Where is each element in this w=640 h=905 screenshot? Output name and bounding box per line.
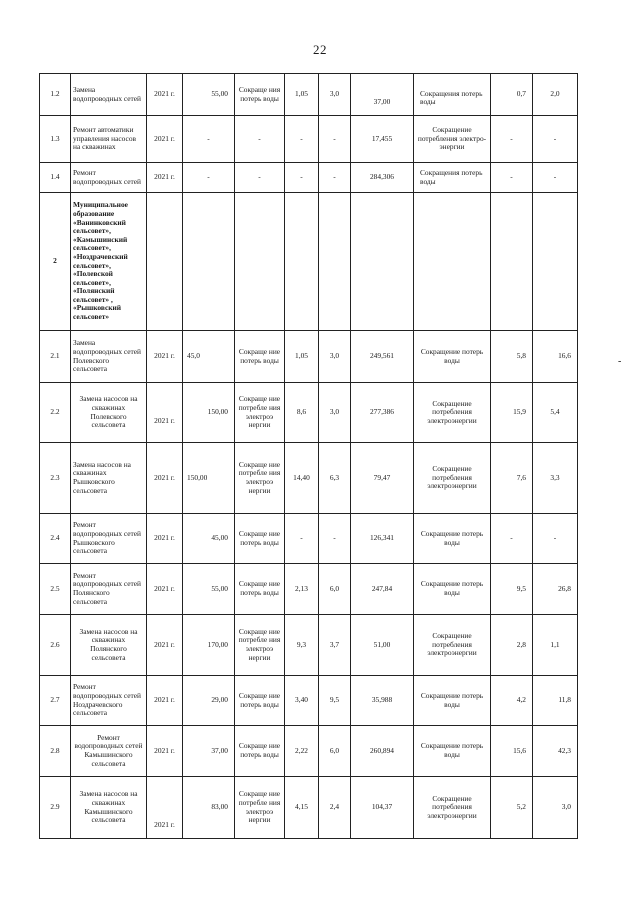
row-number: 2.8	[40, 726, 71, 777]
value-cell-2: -	[319, 116, 351, 163]
value-cell-5: 2,0	[533, 74, 578, 116]
margin-mark: -	[618, 356, 622, 367]
cost-cell: 37,00	[183, 726, 235, 777]
table-row	[40, 443, 578, 514]
table-row	[40, 777, 578, 839]
year-cell: 2021 г.	[147, 676, 183, 726]
value-cell-1: -	[285, 116, 319, 163]
value-cell-1: 2,22	[285, 726, 319, 777]
value-cell-5: -	[533, 116, 578, 163]
value-cell-1: 1,05	[285, 74, 319, 116]
measure-name: Ремонт водопроводных сетей Рышковского сельсовета	[71, 514, 147, 564]
cost-cell: 55,00	[183, 564, 235, 615]
table-row	[40, 193, 578, 331]
cost-cell: 55,00	[183, 74, 235, 116]
effect-cell: Сокраще ние потерь воды	[235, 331, 285, 383]
year-cell	[147, 193, 183, 331]
measure-name: Замена насосов на скважинах Полевского сельсовета	[71, 383, 147, 443]
effect-cell: Сокраще ние потребле ния электроэ нергии	[235, 443, 285, 514]
value-cell-1: -	[285, 514, 319, 564]
cost-cell: -	[183, 163, 235, 193]
value-cell-3: 126,341	[351, 514, 414, 564]
value-cell-5: 3,3	[533, 443, 578, 514]
measure-name: Замена насосов на скважинах Полянского сельсовета	[71, 615, 147, 676]
value-cell-3: 104,37	[351, 777, 414, 839]
value-cell-1: 2,13	[285, 564, 319, 615]
table-row	[40, 564, 578, 615]
value-cell-4: 7,6	[491, 443, 533, 514]
value-cell-4: 0,7	[491, 74, 533, 116]
value-cell-4: -	[491, 116, 533, 163]
result-cell: Сокращение потребления электро-энергии	[414, 116, 491, 163]
value-cell-2: 3,7	[319, 615, 351, 676]
result-cell: Сокращение потребления электроэнергии	[414, 383, 491, 443]
cost-cell: 83,00	[183, 777, 235, 839]
value-cell-2: 2,4	[319, 777, 351, 839]
row-number: 1.4	[40, 163, 71, 193]
value-cell-5: 1,1	[533, 615, 578, 676]
value-cell-1: 1,05	[285, 331, 319, 383]
value-cell-3: 79,47	[351, 443, 414, 514]
cost-cell: 150,00	[183, 383, 235, 443]
row-number: 2.1	[40, 331, 71, 383]
cost-cell	[183, 193, 235, 331]
value-cell-5: 5,4	[533, 383, 578, 443]
cost-cell: 170,00	[183, 615, 235, 676]
result-cell: Сокращение потребления электроэнергии	[414, 777, 491, 839]
effect-cell	[235, 193, 285, 331]
table-row	[40, 116, 578, 163]
measure-name: Замена водопроводных сетей	[71, 74, 147, 116]
measure-name: Замена водопроводных сетей Полевского сельсовета	[71, 331, 147, 383]
value-cell-4: -	[491, 163, 533, 193]
table-row	[40, 676, 578, 726]
result-cell: Сокращение потерь воды	[414, 514, 491, 564]
table-row	[40, 74, 578, 116]
value-cell-2	[319, 193, 351, 331]
value-cell-5: 11,8	[533, 676, 578, 726]
row-number: 2.9	[40, 777, 71, 839]
measure-name: Ремонт водопроводных сетей Ноздрачевского сельсовета	[71, 676, 147, 726]
value-cell-3: 260,894	[351, 726, 414, 777]
table-row	[40, 615, 578, 676]
value-cell-4: 2,8	[491, 615, 533, 676]
effect-cell: Сокраще ние потерь воды	[235, 514, 285, 564]
measure-name: Ремонт водопроводных сетей Полянского сельсовета	[71, 564, 147, 615]
measure-name: Замена насосов на скважинах Камышинского сельсовета	[71, 777, 147, 839]
year-cell: 2021 г.	[147, 564, 183, 615]
year-cell: 2021 г.	[147, 615, 183, 676]
value-cell-1: 8,6	[285, 383, 319, 443]
year-cell: 2021 г.	[147, 443, 183, 514]
value-cell-1: -	[285, 163, 319, 193]
value-cell-4: 15,9	[491, 383, 533, 443]
measure-name: Ремонт автоматики управления насосов на скважинах	[71, 116, 147, 163]
table-row	[40, 331, 578, 383]
table-row	[40, 514, 578, 564]
value-cell-2: 9,5	[319, 676, 351, 726]
cost-cell: 45,0	[183, 331, 235, 383]
section-title: Муниципальное образование «Ванинковский сельсовет», «Камышинский сельсовет», «Ноздрачевский сельсовет», «Полевской сельсовет», «Полянский сельсовет» , «Рышковский сельсовет»	[71, 193, 147, 331]
row-number: 2.3	[40, 443, 71, 514]
row-number: 2.7	[40, 676, 71, 726]
year-cell: 2021 г.	[147, 383, 183, 443]
value-cell-2: 3,0	[319, 331, 351, 383]
result-cell: Сокращение потерь воды	[414, 564, 491, 615]
year-cell: 2021 г.	[147, 163, 183, 193]
row-number: 2	[40, 193, 71, 331]
value-cell-3: 284,306	[351, 163, 414, 193]
table-row	[40, 163, 578, 193]
result-cell: Сокращение потребления электроэнергии	[414, 615, 491, 676]
value-cell-2: 6,3	[319, 443, 351, 514]
page-number: 22	[313, 42, 327, 57]
value-cell-1: 3,40	[285, 676, 319, 726]
effect-cell: Сокраще ние потребле ния электроэ нергии	[235, 615, 285, 676]
value-cell-1: 4,15	[285, 777, 319, 839]
value-cell-3: 37,00	[351, 74, 414, 116]
table-row	[40, 726, 578, 777]
value-cell-2: 3,0	[319, 383, 351, 443]
value-cell-5: -	[533, 163, 578, 193]
value-cell-2: 3,0	[319, 74, 351, 116]
value-cell-5: 3,0	[533, 777, 578, 839]
value-cell-5	[533, 193, 578, 331]
effect-cell: Сокраще ние потребле ния электроэ нергии	[235, 383, 285, 443]
year-cell: 2021 г.	[147, 514, 183, 564]
row-number: 1.3	[40, 116, 71, 163]
result-cell: Сокращение потерь воды	[414, 676, 491, 726]
year-cell: 2021 г.	[147, 74, 183, 116]
row-number: 2.5	[40, 564, 71, 615]
value-cell-4: 5,2	[491, 777, 533, 839]
value-cell-3: 277,386	[351, 383, 414, 443]
measure-name: Ремонт водопроводных сетей	[71, 163, 147, 193]
value-cell-5: 16,6	[533, 331, 578, 383]
row-number: 2.6	[40, 615, 71, 676]
value-cell-3: 35,988	[351, 676, 414, 726]
result-cell	[414, 193, 491, 331]
value-cell-2: -	[319, 163, 351, 193]
value-cell-5: 26,8	[533, 564, 578, 615]
value-cell-4: -	[491, 514, 533, 564]
value-cell-5: -	[533, 514, 578, 564]
cost-cell: 150,00	[183, 443, 235, 514]
cost-cell: 45,00	[183, 514, 235, 564]
value-cell-2: 6,0	[319, 726, 351, 777]
value-cell-2: 6,0	[319, 564, 351, 615]
value-cell-2: -	[319, 514, 351, 564]
value-cell-4: 4,2	[491, 676, 533, 726]
effect-cell: Сокраще ние потребле ния электроэ нергии	[235, 777, 285, 839]
result-cell: Сокращение потерь воды	[414, 726, 491, 777]
value-cell-3: 17,455	[351, 116, 414, 163]
value-cell-3: 249,561	[351, 331, 414, 383]
cost-cell: -	[183, 116, 235, 163]
measure-name: Замена насосов на скважинах Рышковского сельсовета	[71, 443, 147, 514]
year-cell: 2021 г.	[147, 116, 183, 163]
value-cell-3	[351, 193, 414, 331]
value-cell-5: 42,3	[533, 726, 578, 777]
result-cell: Сокращение потребления электроэнергии	[414, 443, 491, 514]
row-number: 1.2	[40, 74, 71, 116]
effect-cell: Сокраще ние потерь воды	[235, 564, 285, 615]
effect-cell: Сокраще ние потерь воды	[235, 726, 285, 777]
value-cell-4: 9,5	[491, 564, 533, 615]
value-cell-1: 14,40	[285, 443, 319, 514]
value-cell-1	[285, 193, 319, 331]
effect-cell: Сокраще ния потерь воды	[235, 74, 285, 116]
year-cell: 2021 г.	[147, 777, 183, 839]
value-cell-3: 247,84	[351, 564, 414, 615]
value-cell-4: 15,6	[491, 726, 533, 777]
table-row	[40, 383, 578, 443]
effect-cell: -	[235, 116, 285, 163]
result-cell: Сокращения потерь воды	[414, 74, 491, 116]
effect-cell: Сокраще ние потерь воды	[235, 676, 285, 726]
result-cell: Сокращение потерь воды	[414, 331, 491, 383]
value-cell-3: 51,00	[351, 615, 414, 676]
year-cell: 2021 г.	[147, 331, 183, 383]
row-number: 2.4	[40, 514, 71, 564]
row-number: 2.2	[40, 383, 71, 443]
value-cell-1: 9,3	[285, 615, 319, 676]
cost-cell: 29,00	[183, 676, 235, 726]
year-cell: 2021 г.	[147, 726, 183, 777]
measures-table	[39, 73, 578, 839]
value-cell-4: 5,8	[491, 331, 533, 383]
value-cell-4	[491, 193, 533, 331]
measure-name: Ремонт водопроводных сетей Камышинского сельсовета	[71, 726, 147, 777]
effect-cell: -	[235, 163, 285, 193]
result-cell: Сокращения потерь воды	[414, 163, 491, 193]
